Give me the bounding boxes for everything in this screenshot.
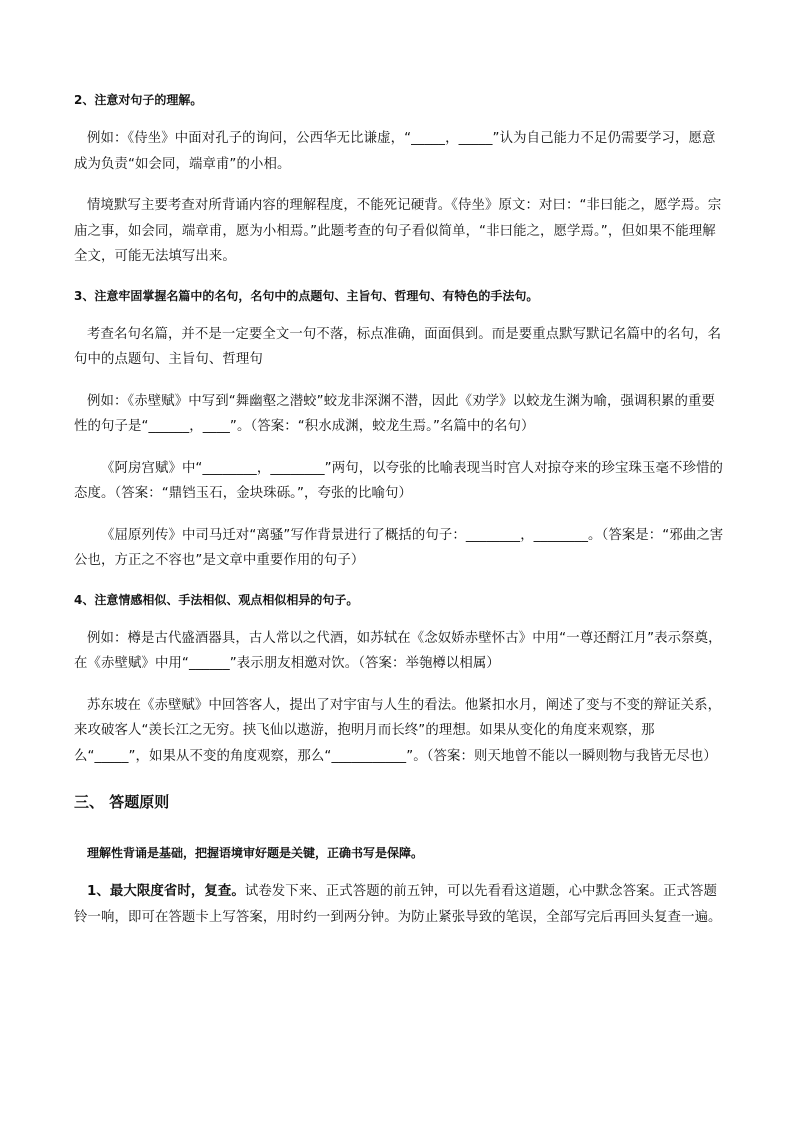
paragraph-famous-lines: 考查名句名篇，并不是一定要全文一句不落，标点准确，面面俱到。而是要重点默写默记名篇中的名句，名句中的点题句、主旨句、哲理句 <box>74 326 722 367</box>
paragraph-example-sudongpo: 苏东坡在《赤壁赋》中回答客人，提出了对宇宙与人生的看法。他紧扣水月，阐述了变与不变的辩证关系，来攻破客人“羡长江之无穷。挟飞仙以遨游，抱明月而长终”的理想。如果从变化的角度来观察，那么“_____”，如果从不变的角度观察，那么“___________”。（答案：则天地曾不能以一瞬则物与我皆无尽也） <box>74 697 722 764</box>
section-title-principles: 三、 答题原则 <box>74 793 170 811</box>
paragraph-rule-1 <box>74 879 728 930</box>
rule-1-title: 1、最大限度省时，复查。 <box>87 884 245 899</box>
paragraph-example-afanggongfu: 《阿房宫赋》中“________，________”两句，以夸张的比喻表现当时宫人对掠夺来的珍宝珠玉毫不珍惜的态度。（答案：“鼎铛玉石，金块珠砾。”，夸张的比喻句） <box>74 460 723 501</box>
heading-2: 2、注意对句子的理解。 <box>74 93 203 107</box>
paragraph-example-chibifu: 例如：《赤壁赋》中写到“舞幽壑之潜蛟”蛟龙非深渊不潜，因此《劝学》以蛟龙生渊为喻，强调积累的重要性的句子是“______，____”。（答案：“积水成渊，蛟龙生焉。”名篇中的名句） <box>74 393 715 434</box>
heading-3: 3、注意牢固掌握名篇中的名句，名句中的点题句、主旨句、哲理句、有特色的手法句。 <box>74 288 539 303</box>
paragraph-example-zun: 例如：樽是古代盛酒器具，古人常以之代酒，如苏轼在《念奴娇赤壁怀古》中用“一尊还酹江月”表示祭奠，在《赤壁赋》中用“______”表示朋友相邀对饮。（答案：举匏樽以相属） <box>74 630 722 671</box>
paragraph-example-shizuo: 例如：《侍坐》中面对孔子的询问，公西华无比谦虚，“_____，_____”认为自己能力不足仍需要学习，愿意成为负责“如会同，端章甫”的小相。 <box>74 131 716 172</box>
principle-summary: 理解性背诵是基础，把握语境审好题是关键，正确书写是保障。 <box>87 846 424 860</box>
rule-1-text: 试卷发下来、正式答题的前五钟，可以先看看这道题，心中默念答案。正式答题铃一响，即可在答题卡上写答案，用时约一到两分钟。为防止紧张导致的笔误，全部写完后再回头复查一遍。 <box>74 884 722 925</box>
paragraph-situational-dictation: 情境默写主要考查对所背诵内容的理解程度，不能死记硬背。《侍坐》原文：对曰：“非曰能之，愿学焉。宗庙之事，如会同，端章甫，愿为小相焉。”此题考查的句子看似简单，“非曰能之，愿学焉。”，但如果不能理解全文，可能无法填写出来。 <box>74 198 722 264</box>
paragraph-example-quyuan: 《屈原列传》中司马迁对“离骚”写作背景进行了概括的句子：________，________。（答案是：“邪曲之害公也，方正之不容也”是文章中重要作用的句子） <box>74 527 724 568</box>
heading-4: 4、注意情感相似、手法相似、观点相似相异的句子。 <box>74 592 359 607</box>
